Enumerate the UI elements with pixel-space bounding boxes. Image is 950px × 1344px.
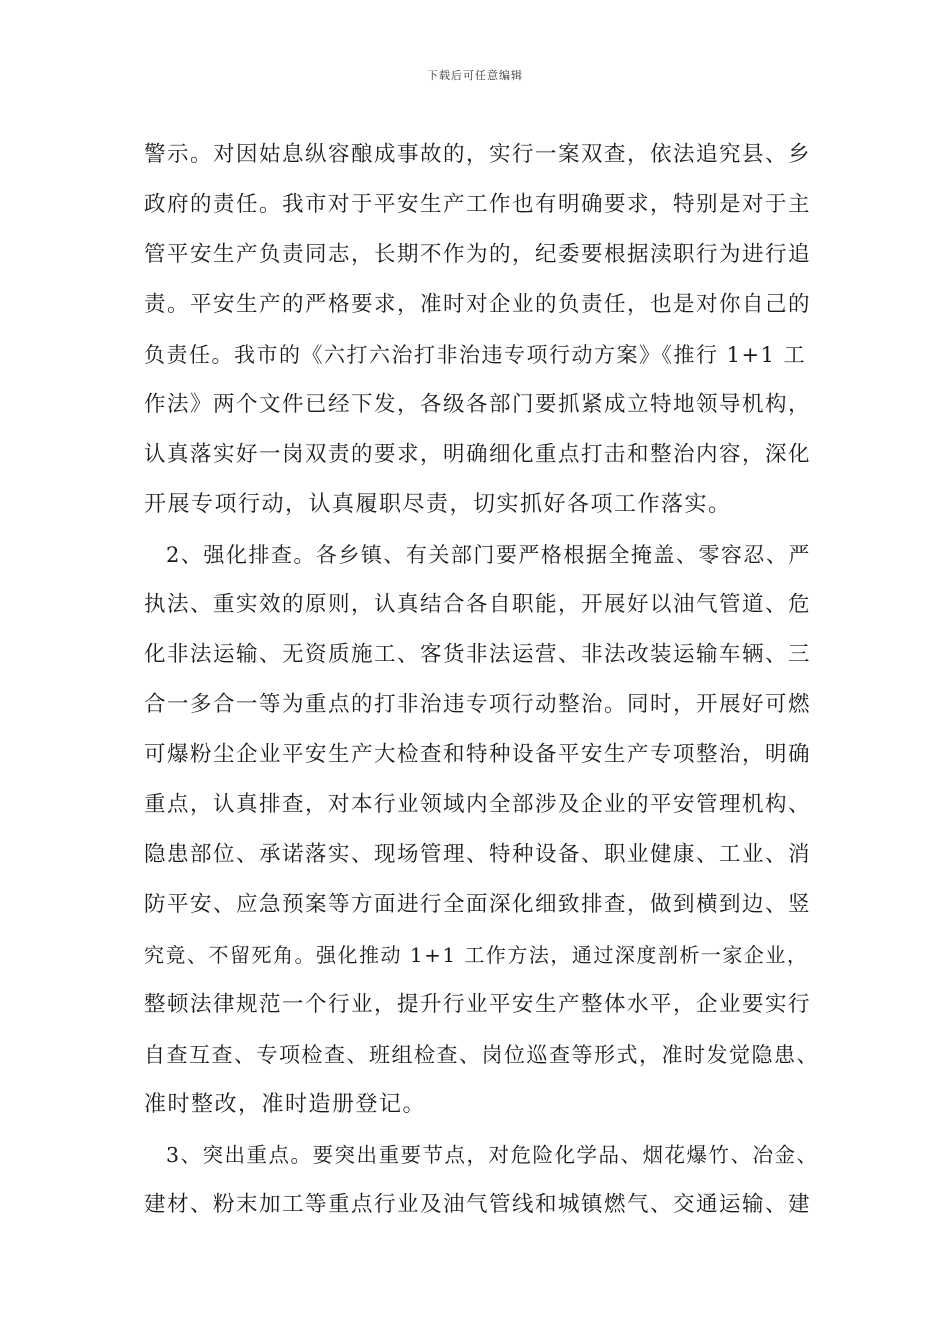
text-line: 化非法运输、无资质施工、客货非法运营、非法改装运输车辆、三 [144,642,812,667]
text-line: 3、突出重点。要突出重要节点，对危险化学品、烟花爆竹、冶金、 [166,1143,819,1167]
text-line: 责。平安生产的严格要求，准时对企业的负责任，也是对你自己的 [144,292,812,317]
text-line: 究竟、不留死角。强化推动 1+1 工作方法，通过深度剖析一家企业， [144,943,809,967]
text-line: 防平安、应急预案等方面进行全面深化细致排查，做到横到边、竖 [144,892,812,917]
text-line: 准时整改，准时造册登记。 [144,1092,427,1117]
text-line: 警示。对因姑息纵容酿成事故的，实行一案双查，依法追究县、乡 [144,142,812,167]
page-header: 下载后可任意编辑 [427,69,523,82]
text-line: 重点，认真排查，对本行业领域内全部涉及企业的平安管理机构、 [144,792,812,817]
text-line: 整顿法律规范一个行业，提升行业平安生产整体水平，企业要实行 [144,992,812,1017]
text-line: 合一多合一等为重点的打非治违专项行动整治。同时，开展好可燃 [144,692,812,717]
text-line: 2、强化排查。各乡镇、有关部门要严格根据全掩盖、零容忍、严 [166,543,811,567]
text-line: 执法、重实效的原则，认真结合各自职能，开展好以油气管道、危 [144,592,812,617]
text-line: 认真落实好一岗双责的要求，明确细化重点打击和整治内容，深化 [144,442,812,467]
text-line: 政府的责任。我市对于平安生产工作也有明确要求，特别是对于主 [144,192,812,217]
text-line: 作法》两个文件已经下发，各级各部门要抓紧成立特地领导机构， [144,392,812,417]
text-line: 负责任。我市的《六打六治打非治违专项行动方案》《推行 1+1 工 [144,343,807,367]
document-body [144,130,820,1230]
text-line: 自查互查、专项检查、班组检查、岗位巡查等形式，准时发觉隐患、 [144,1043,819,1067]
text-line: 开展专项行动，认真履职尽责，切实抓好各项工作落实。 [144,492,732,517]
text-line: 可爆粉尘企业平安生产大检查和特种设备平安生产专项整治，明确 [144,742,812,767]
text-line: 隐患部位、承诺落实、现场管理、特种设备、职业健康、工业、消 [144,842,812,867]
text-line: 管平安生产负责同志，长期不作为的，纪委要根据渎职行为进行追 [144,242,812,267]
text-line: 建材、粉末加工等重点行业及油气管线和城镇燃气、交通运输、建 [144,1192,812,1217]
